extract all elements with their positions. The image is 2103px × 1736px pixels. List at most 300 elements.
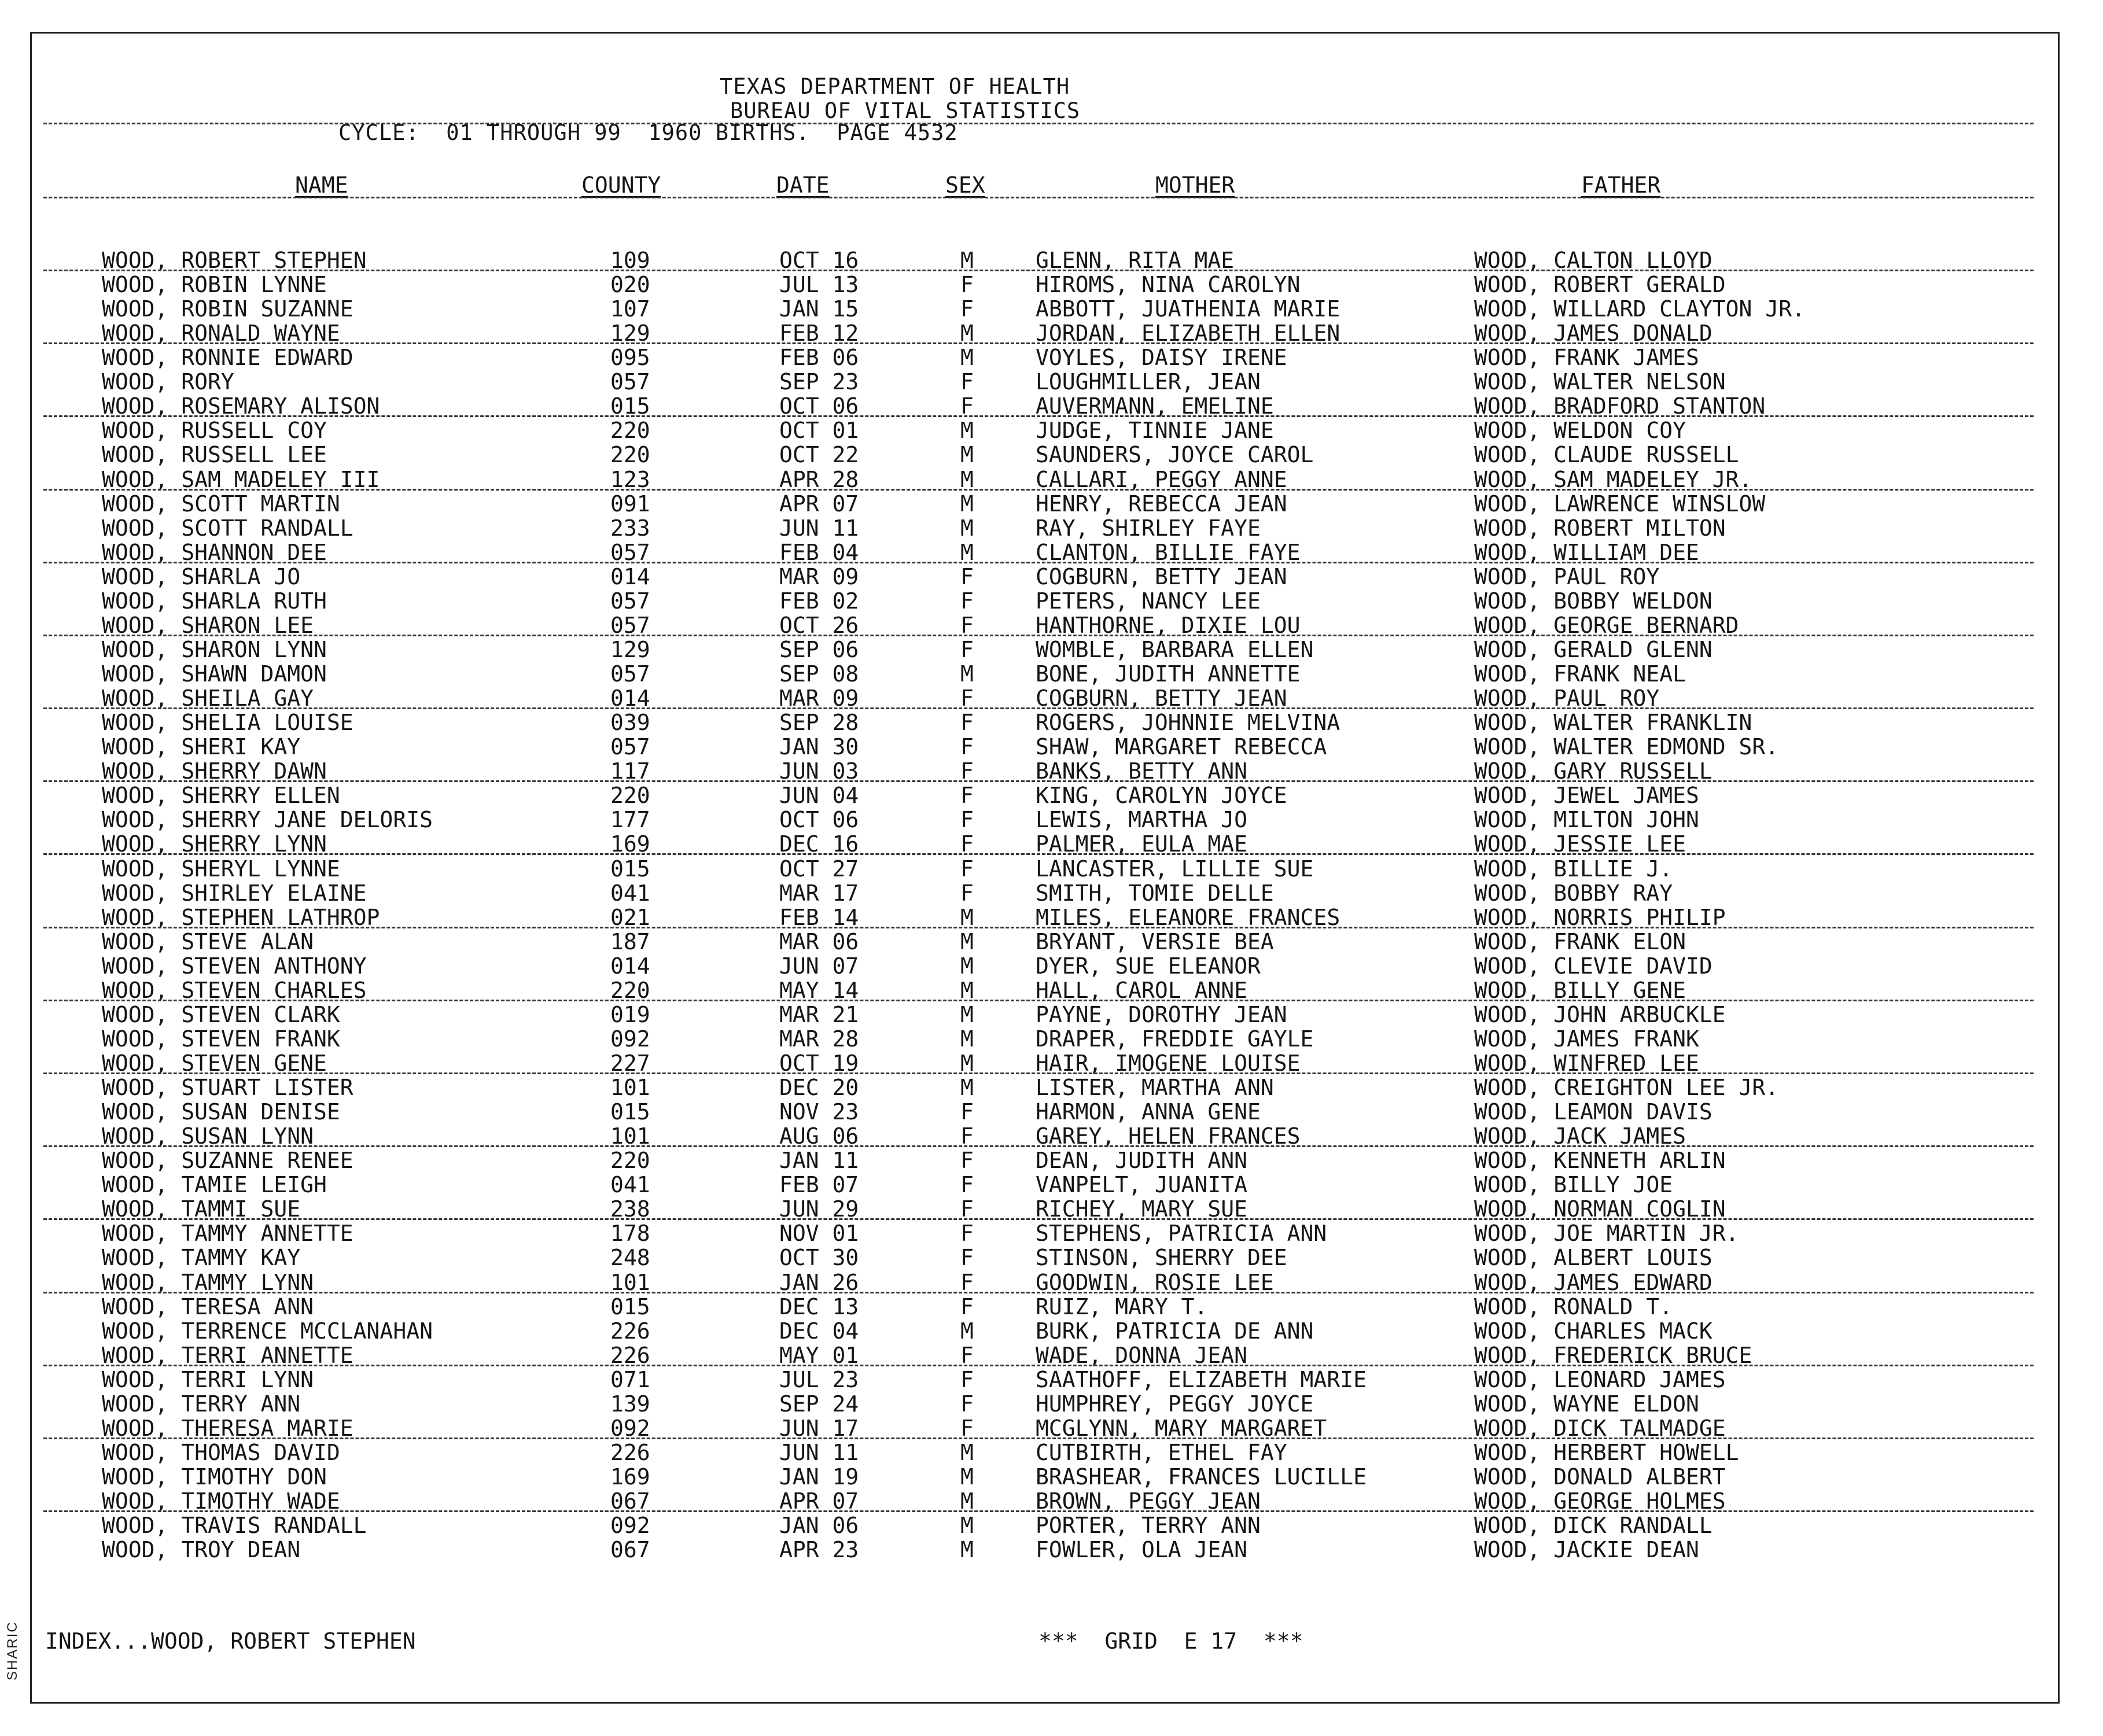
table-row	[0, 418, 2103, 442]
cell-father: WOOD, BRADFORD STANTON	[1474, 393, 1766, 419]
row-group-rule	[43, 1365, 2034, 1366]
cell-mother: RICHEY, MARY SUE	[1036, 1196, 1248, 1222]
cell-county: 101	[610, 1075, 650, 1101]
cell-sex: M	[960, 1439, 974, 1465]
cell-date: DEC 20	[779, 1075, 859, 1101]
cell-name: WOOD, SCOTT MARTIN	[102, 491, 340, 517]
cell-sex: F	[960, 685, 974, 712]
column-header-rule	[43, 197, 2034, 198]
cell-date: FEB 02	[779, 588, 859, 614]
cell-sex: F	[960, 807, 974, 833]
cell-date: APR 07	[779, 491, 859, 517]
cell-date: DEC 13	[779, 1293, 859, 1319]
cell-county: 015	[610, 1099, 650, 1125]
cell-sex: M	[960, 1026, 974, 1052]
cell-sex: F	[960, 1269, 974, 1295]
table-row	[0, 369, 2103, 393]
cell-county: 169	[610, 831, 650, 857]
cell-mother: COGBURN, BETTY JEAN	[1036, 563, 1287, 589]
cell-mother: PETERS, NANCY LEE	[1036, 588, 1261, 614]
cell-sex: F	[960, 758, 974, 784]
cell-name: WOOD, THERESA MARIE	[102, 1415, 353, 1441]
cell-date: APR 07	[779, 1488, 859, 1514]
cell-date: SEP 08	[779, 661, 859, 687]
cell-father: WOOD, CALTON LLOYD	[1474, 248, 1712, 273]
cell-county: 095	[610, 345, 650, 371]
cell-sex: F	[960, 831, 974, 857]
cell-sex: F	[960, 272, 974, 298]
cell-sex: M	[960, 953, 974, 979]
table-row	[0, 978, 2103, 1002]
cell-date: JUN 11	[779, 1439, 859, 1465]
cell-county: 226	[610, 1439, 650, 1465]
cell-county: 057	[610, 612, 650, 638]
table-row	[0, 564, 2103, 588]
table-row	[0, 515, 2103, 540]
row-group-rule	[43, 1218, 2034, 1220]
cell-mother: BRYANT, VERSIE BEA	[1036, 928, 1274, 954]
table-row	[0, 1051, 2103, 1075]
cell-father: WOOD, MILTON JOHN	[1474, 807, 1699, 833]
cell-date: NOV 01	[779, 1221, 859, 1247]
cell-county: 091	[610, 491, 650, 517]
cell-date: JUL 23	[779, 1366, 859, 1392]
cell-county: 177	[610, 807, 650, 833]
table-row	[0, 1148, 2103, 1172]
table-row	[0, 637, 2103, 661]
cell-date: SEP 28	[779, 710, 859, 736]
cell-name: WOOD, SUSAN DENISE	[102, 1099, 340, 1125]
table-row	[0, 831, 2103, 856]
cell-father: WOOD, LEONARD JAMES	[1474, 1366, 1726, 1392]
cell-sex: M	[960, 1464, 974, 1490]
cell-name: WOOD, SHERI KAY	[102, 734, 301, 760]
cell-county: 019	[610, 1001, 650, 1027]
cell-father: WOOD, JACK JAMES	[1474, 1123, 1686, 1149]
cell-father: WOOD, FRANK JAMES	[1474, 345, 1699, 371]
cell-name: WOOD, ROBERT STEPHEN	[102, 248, 367, 273]
cell-father: WOOD, JAMES FRANK	[1474, 1026, 1699, 1052]
cell-county: 067	[610, 1537, 650, 1563]
table-row	[0, 467, 2103, 491]
cell-mother: PORTER, TERRY ANN	[1036, 1513, 1261, 1539]
cell-county: 101	[610, 1123, 650, 1149]
cell-father: WOOD, JAMES DONALD	[1474, 320, 1712, 347]
cell-mother: JUDGE, TINNIE JANE	[1036, 418, 1274, 444]
cell-name: WOOD, TERESA ANN	[102, 1293, 314, 1319]
cell-county: 101	[610, 1269, 650, 1295]
table-row	[0, 296, 2103, 320]
cell-county: 092	[610, 1513, 650, 1539]
cell-mother: SMITH, TOMIE DELLE	[1036, 880, 1274, 906]
cell-sex: F	[960, 1293, 974, 1319]
cell-father: WOOD, LEAMON DAVIS	[1474, 1099, 1712, 1125]
cell-mother: RAY, SHIRLEY FAYE	[1036, 515, 1261, 541]
cell-mother: HAIR, IMOGENE LOUISE	[1036, 1050, 1301, 1076]
cell-mother: GOODWIN, ROSIE LEE	[1036, 1269, 1274, 1295]
cell-mother: VOYLES, DAISY IRENE	[1036, 345, 1287, 371]
cell-name: WOOD, TAMIE LEIGH	[102, 1172, 327, 1198]
cell-county: 092	[610, 1026, 650, 1052]
column-header-father: FATHER	[1581, 172, 1661, 198]
cell-mother: GAREY, HELEN FRANCES	[1036, 1123, 1301, 1149]
cell-mother: BROWN, PEGGY JEAN	[1036, 1488, 1261, 1514]
table-row	[0, 1343, 2103, 1367]
cell-sex: M	[960, 491, 974, 517]
cell-mother: JORDAN, ELIZABETH ELLEN	[1036, 320, 1340, 347]
cell-name: WOOD, SHARON LEE	[102, 612, 314, 638]
cell-mother: DYER, SUE ELEANOR	[1036, 953, 1261, 979]
table-row	[0, 807, 2103, 831]
cell-county: 220	[610, 1148, 650, 1174]
cell-date: JUN 03	[779, 758, 859, 784]
cell-name: WOOD, RUSSELL LEE	[102, 442, 327, 468]
cell-sex: M	[960, 320, 974, 347]
cell-sex: F	[960, 369, 974, 395]
cell-sex: M	[960, 345, 974, 371]
cell-county: 092	[610, 1415, 650, 1441]
row-group-rule	[43, 489, 2034, 491]
table-row	[0, 613, 2103, 637]
row-group-rule	[43, 1510, 2034, 1512]
cell-date: OCT 30	[779, 1245, 859, 1271]
cell-sex: F	[960, 1245, 974, 1271]
cell-name: WOOD, RONALD WAYNE	[102, 320, 340, 347]
cell-sex: M	[960, 928, 974, 954]
cell-county: 226	[610, 1318, 650, 1344]
table-row	[0, 1440, 2103, 1464]
cell-mother: HALL, CAROL ANNE	[1036, 977, 1248, 1003]
cell-date: SEP 24	[779, 1391, 859, 1417]
footer-grid: *** GRID E 17 ***	[1038, 1628, 1303, 1654]
table-row	[0, 1294, 2103, 1318]
cell-date: SEP 06	[779, 636, 859, 662]
cell-county: 021	[610, 904, 650, 930]
cell-county: 014	[610, 685, 650, 712]
column-header-mother: MOTHER	[1155, 172, 1235, 198]
cell-mother: LANCASTER, LILLIE SUE	[1036, 856, 1314, 882]
cell-mother: COGBURN, BETTY JEAN	[1036, 685, 1287, 712]
cell-name: WOOD, STUART LISTER	[102, 1075, 353, 1101]
cell-county: 015	[610, 856, 650, 882]
cell-date: FEB 04	[779, 539, 859, 565]
table-row	[0, 953, 2103, 978]
cell-mother: CUTBIRTH, ETHEL FAY	[1036, 1439, 1287, 1465]
cell-name: WOOD, SHEILA GAY	[102, 685, 314, 712]
cell-date: FEB 14	[779, 904, 859, 930]
cell-sex: F	[960, 588, 974, 614]
cell-mother: PAYNE, DOROTHY JEAN	[1036, 1001, 1287, 1027]
cell-county: 129	[610, 320, 650, 347]
cell-date: APR 28	[779, 466, 859, 492]
cell-father: WOOD, DICK RANDALL	[1474, 1513, 1712, 1539]
cell-father: WOOD, ROBERT MILTON	[1474, 515, 1726, 541]
cell-date: JAN 11	[779, 1148, 859, 1174]
cell-sex: F	[960, 563, 974, 589]
cell-mother: CALLARI, PEGGY ANNE	[1036, 466, 1287, 492]
table-row	[0, 1172, 2103, 1196]
cell-father: WOOD, CLAUDE RUSSELL	[1474, 442, 1739, 468]
cell-county: 226	[610, 1342, 650, 1368]
cell-county: 248	[610, 1245, 650, 1271]
table-row	[0, 1196, 2103, 1221]
cell-mother: GLENN, RITA MAE	[1036, 248, 1235, 273]
cell-mother: SAUNDERS, JOYCE CAROL	[1036, 442, 1314, 468]
column-header-date: DATE	[776, 172, 830, 198]
cell-mother: BANKS, BETTY ANN	[1036, 758, 1248, 784]
cell-name: WOOD, SHANNON DEE	[102, 539, 327, 565]
cell-name: WOOD, TIMOTHY DON	[102, 1464, 327, 1490]
cell-sex: M	[960, 1001, 974, 1027]
cell-county: 067	[610, 1488, 650, 1514]
cell-mother: RUIZ, MARY T.	[1036, 1293, 1208, 1319]
cell-name: WOOD, TAMMY LYNN	[102, 1269, 314, 1295]
table-row	[0, 1537, 2103, 1561]
cell-father: WOOD, JOHN ARBUCKLE	[1474, 1001, 1726, 1027]
cell-name: WOOD, TERRY ANN	[102, 1391, 301, 1417]
cell-father: WOOD, BILLIE J.	[1474, 856, 1673, 882]
cell-name: WOOD, SHAWN DAMON	[102, 661, 327, 687]
cell-father: WOOD, WILLIAM DEE	[1474, 539, 1699, 565]
cell-county: 220	[610, 442, 650, 468]
cell-county: 015	[610, 1293, 650, 1319]
cell-father: WOOD, BILLY GENE	[1474, 977, 1686, 1003]
cell-name: WOOD, ROSEMARY ALISON	[102, 393, 380, 419]
cell-sex: M	[960, 248, 974, 273]
header-bureau: BUREAU OF VITAL STATISTICS	[730, 98, 1081, 123]
table-row	[0, 1513, 2103, 1537]
header-department: TEXAS DEPARTMENT OF HEALTH	[720, 74, 1070, 99]
cell-date: JAN 19	[779, 1464, 859, 1490]
table-row	[0, 1245, 2103, 1269]
cell-date: JUN 07	[779, 953, 859, 979]
table-row	[0, 1099, 2103, 1123]
table-row	[0, 1270, 2103, 1294]
cell-sex: F	[960, 393, 974, 419]
cell-sex: M	[960, 1537, 974, 1563]
table-row	[0, 758, 2103, 783]
table-row	[0, 929, 2103, 953]
cell-name: WOOD, TERRENCE MCCLANAHAN	[102, 1318, 433, 1344]
cell-date: AUG 06	[779, 1123, 859, 1149]
cell-date: SEP 23	[779, 369, 859, 395]
cell-mother: STINSON, SHERRY DEE	[1036, 1245, 1287, 1271]
table-row	[0, 1367, 2103, 1391]
cell-father: WOOD, WALTER FRANKLIN	[1474, 710, 1752, 736]
cell-sex: F	[960, 1391, 974, 1417]
cell-date: FEB 07	[779, 1172, 859, 1198]
row-group-rule	[43, 780, 2034, 782]
cell-father: WOOD, JACKIE DEAN	[1474, 1537, 1699, 1563]
cell-father: WOOD, PAUL ROY	[1474, 563, 1660, 589]
table-row	[0, 248, 2103, 272]
cell-sex: F	[960, 1172, 974, 1198]
row-group-rule	[43, 707, 2034, 709]
cell-mother: BRASHEAR, FRANCES LUCILLE	[1036, 1464, 1367, 1490]
table-row	[0, 710, 2103, 734]
row-group-rule	[43, 562, 2034, 563]
cell-sex: M	[960, 661, 974, 687]
header-cycle: CYCLE: 01 THROUGH 99 1960 BIRTHS. PAGE 4532	[338, 120, 958, 145]
cell-name: WOOD, STEVEN FRANK	[102, 1026, 340, 1052]
cell-name: WOOD, SAM MADELEY III	[102, 466, 380, 492]
table-row	[0, 540, 2103, 564]
cell-father: WOOD, NORRIS PHILIP	[1474, 904, 1726, 930]
table-row	[0, 442, 2103, 466]
cell-sex: M	[960, 418, 974, 444]
row-group-rule	[43, 1292, 2034, 1293]
cell-county: 057	[610, 369, 650, 395]
cell-date: OCT 19	[779, 1050, 859, 1076]
cell-name: WOOD, ROBIN LYNNE	[102, 272, 327, 298]
row-group-rule	[43, 1000, 2034, 1001]
cell-father: WOOD, WINFRED LEE	[1474, 1050, 1699, 1076]
table-row	[0, 856, 2103, 880]
cell-name: WOOD, SUSAN LYNN	[102, 1123, 314, 1149]
table-row	[0, 734, 2103, 758]
row-group-rule	[43, 853, 2034, 855]
cell-sex: F	[960, 1196, 974, 1222]
table-row	[0, 393, 2103, 418]
cell-date: JUN 11	[779, 515, 859, 541]
cell-name: WOOD, TERRI ANNETTE	[102, 1342, 353, 1368]
table-row	[0, 1221, 2103, 1245]
row-group-rule	[43, 635, 2034, 636]
table-row	[0, 491, 2103, 515]
cell-sex: M	[960, 1075, 974, 1101]
cell-father: WOOD, DONALD ALBERT	[1474, 1464, 1726, 1490]
cell-mother: HUMPHREY, PEGGY JOYCE	[1036, 1391, 1314, 1417]
cell-sex: M	[960, 1488, 974, 1514]
cell-mother: WADE, DONNA JEAN	[1036, 1342, 1248, 1368]
table-row	[0, 1416, 2103, 1440]
cell-county: 233	[610, 515, 650, 541]
cell-date: JUL 13	[779, 272, 859, 298]
cell-sex: F	[960, 1366, 974, 1392]
row-group-rule	[43, 415, 2034, 417]
cell-mother: SHAW, MARGARET REBECCA	[1036, 734, 1327, 760]
cell-name: WOOD, SHIRLEY ELAINE	[102, 880, 367, 906]
cell-date: JUN 17	[779, 1415, 859, 1441]
cell-date: OCT 27	[779, 856, 859, 882]
table-row	[0, 1464, 2103, 1488]
cell-mother: LISTER, MARTHA ANN	[1036, 1075, 1274, 1101]
cell-mother: HENRY, REBECCA JEAN	[1036, 491, 1287, 517]
cell-county: 238	[610, 1196, 650, 1222]
cell-county: 109	[610, 248, 650, 273]
cell-county: 139	[610, 1391, 650, 1417]
table-row	[0, 685, 2103, 710]
cell-father: WOOD, WAYNE ELDON	[1474, 1391, 1699, 1417]
cell-name: WOOD, SCOTT RANDALL	[102, 515, 353, 541]
cell-county: 039	[610, 710, 650, 736]
cell-mother: WOMBLE, BARBARA ELLEN	[1036, 636, 1314, 662]
table-row	[0, 880, 2103, 905]
cell-date: OCT 06	[779, 393, 859, 419]
cell-county: 129	[610, 636, 650, 662]
cell-mother: LEWIS, MARTHA JO	[1036, 807, 1248, 833]
cell-date: MAR 09	[779, 563, 859, 589]
cell-county: 107	[610, 296, 650, 322]
cell-county: 220	[610, 783, 650, 809]
row-group-rule	[43, 1145, 2034, 1147]
cell-county: 057	[610, 588, 650, 614]
cell-father: WOOD, JOE MARTIN JR.	[1474, 1221, 1739, 1247]
column-header-name: NAME	[295, 172, 348, 198]
cell-name: WOOD, SHARLA JO	[102, 563, 301, 589]
cell-name: WOOD, TAMMY KAY	[102, 1245, 301, 1271]
side-label: SHARIC	[5, 1621, 20, 1680]
cell-name: WOOD, STEVEN CLARK	[102, 1001, 340, 1027]
cell-mother: VANPELT, JUANITA	[1036, 1172, 1248, 1198]
cell-county: 057	[610, 734, 650, 760]
cell-date: MAR 17	[779, 880, 859, 906]
cell-sex: M	[960, 904, 974, 930]
table-row	[0, 320, 2103, 345]
table-row	[0, 1026, 2103, 1051]
cell-mother: STEPHENS, PATRICIA ANN	[1036, 1221, 1327, 1247]
cell-name: WOOD, SHERRY DAWN	[102, 758, 327, 784]
cell-name: WOOD, RONNIE EDWARD	[102, 345, 353, 371]
cell-name: WOOD, SHERRY ELLEN	[102, 783, 340, 809]
table-row	[0, 661, 2103, 685]
cell-date: OCT 06	[779, 807, 859, 833]
cell-mother: BONE, JUDITH ANNETTE	[1036, 661, 1301, 687]
cell-name: WOOD, TRAVIS RANDALL	[102, 1513, 367, 1539]
table-row	[0, 1075, 2103, 1099]
cell-father: WOOD, GEORGE BERNARD	[1474, 612, 1739, 638]
cell-county: 014	[610, 953, 650, 979]
cell-sex: M	[960, 442, 974, 468]
cell-date: MAR 28	[779, 1026, 859, 1052]
cell-father: WOOD, BILLY JOE	[1474, 1172, 1673, 1198]
cell-mother: HANTHORNE, DIXIE LOU	[1036, 612, 1301, 638]
cell-county: 014	[610, 563, 650, 589]
cell-mother: FOWLER, OLA JEAN	[1036, 1537, 1248, 1563]
cell-name: WOOD, TIMOTHY WADE	[102, 1488, 340, 1514]
cell-father: WOOD, ALBERT LOUIS	[1474, 1245, 1712, 1271]
footer-index: INDEX...WOOD, ROBERT STEPHEN	[45, 1628, 416, 1654]
cell-mother: MCGLYNN, MARY MARGARET	[1036, 1415, 1327, 1441]
cell-father: WOOD, GEORGE HOLMES	[1474, 1488, 1726, 1514]
cell-mother: CLANTON, BILLIE FAYE	[1036, 539, 1301, 565]
cell-date: OCT 22	[779, 442, 859, 468]
cell-county: 057	[610, 661, 650, 687]
cell-mother: AUVERMANN, EMELINE	[1036, 393, 1274, 419]
cell-mother: ROGERS, JOHNNIE MELVINA	[1036, 710, 1340, 736]
cell-county: 178	[610, 1221, 650, 1247]
cell-sex: F	[960, 856, 974, 882]
cell-date: OCT 01	[779, 418, 859, 444]
cell-name: WOOD, SHERRY JANE DELORIS	[102, 807, 433, 833]
cell-date: JUN 04	[779, 783, 859, 809]
cell-father: WOOD, CREIGHTON LEE JR.	[1474, 1075, 1779, 1101]
cell-date: FEB 06	[779, 345, 859, 371]
cell-sex: F	[960, 880, 974, 906]
cell-date: MAY 14	[779, 977, 859, 1003]
cell-county: 227	[610, 1050, 650, 1076]
cell-sex: F	[960, 783, 974, 809]
cell-name: WOOD, TAMMI SUE	[102, 1196, 301, 1222]
cell-date: DEC 04	[779, 1318, 859, 1344]
cell-county: 071	[610, 1366, 650, 1392]
cell-county: 041	[610, 880, 650, 906]
cell-father: WOOD, WILLARD CLAYTON JR.	[1474, 296, 1805, 322]
cell-date: JAN 30	[779, 734, 859, 760]
table-row	[0, 1488, 2103, 1513]
cell-mother: MILES, ELEANORE FRANCES	[1036, 904, 1340, 930]
cell-name: WOOD, ROBIN SUZANNE	[102, 296, 353, 322]
